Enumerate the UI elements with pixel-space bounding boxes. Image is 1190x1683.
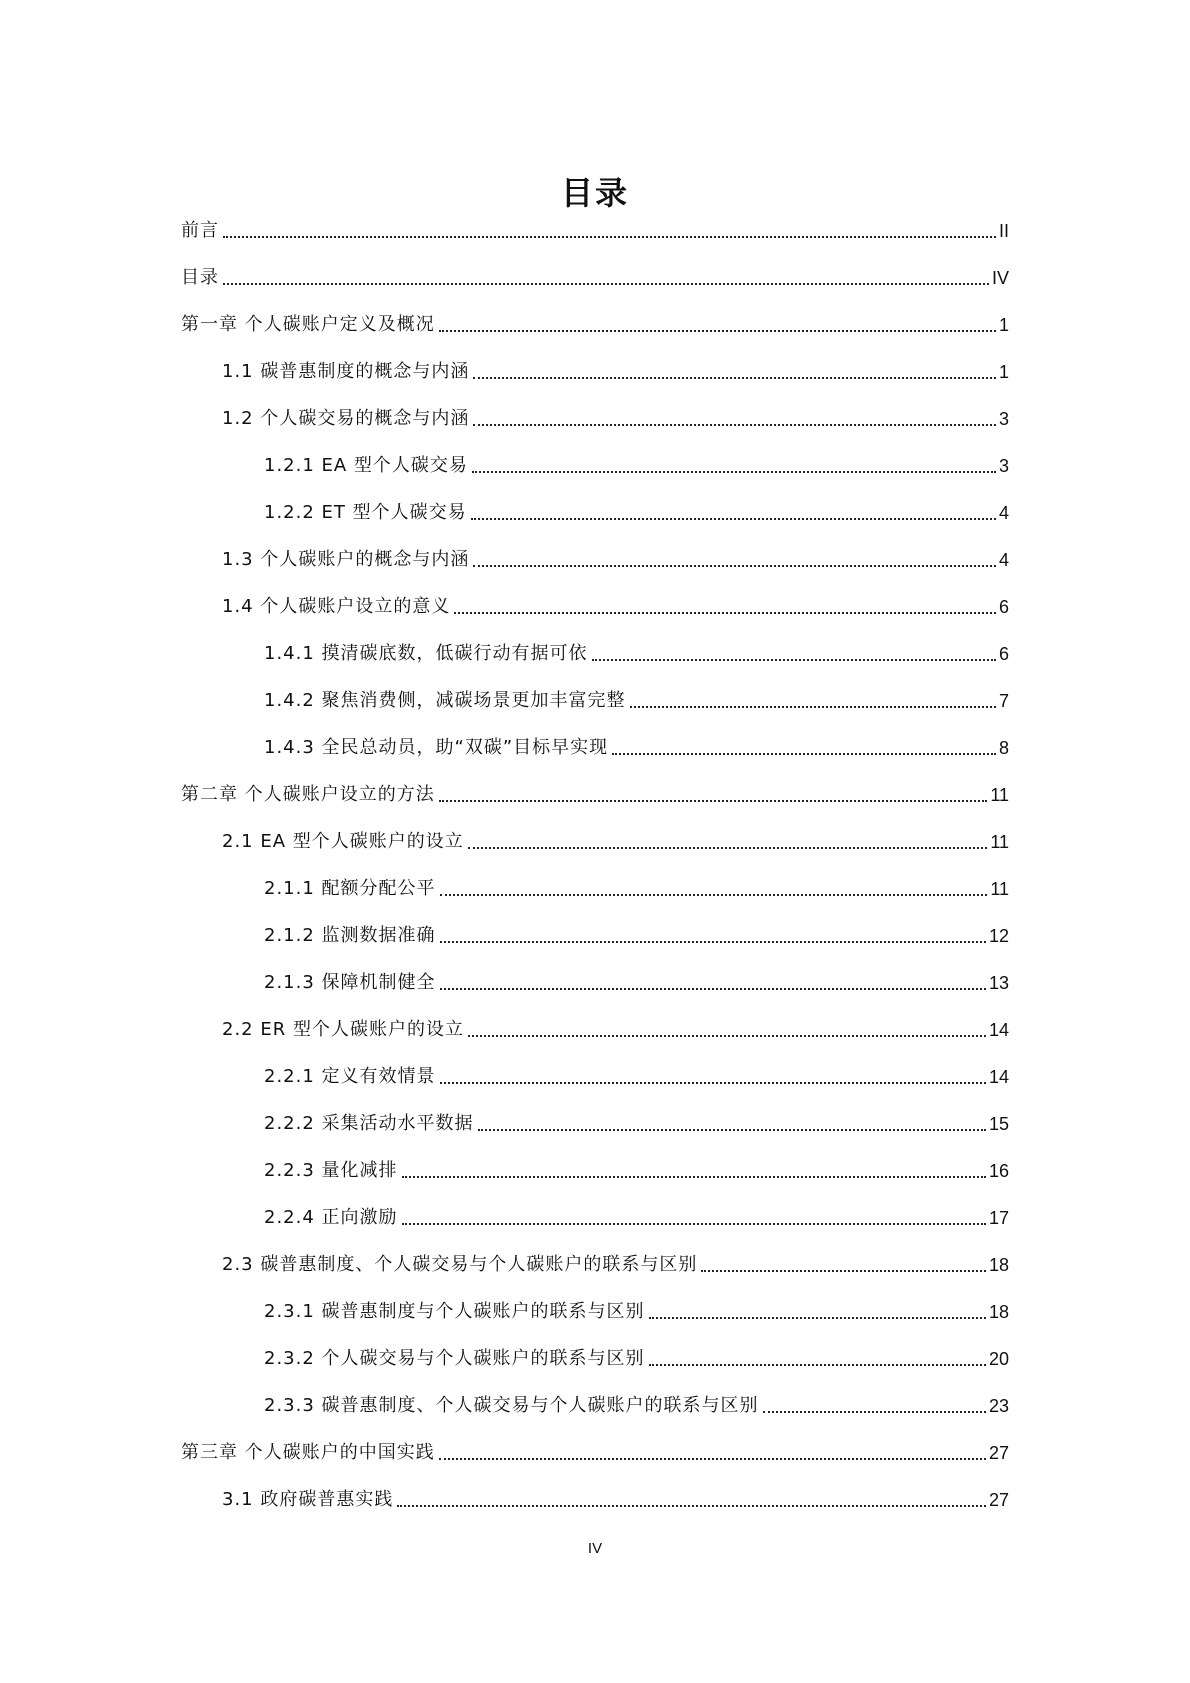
toc-entry[interactable] — [181, 1006, 1009, 1053]
toc-entry-label: 1.1 碳普惠制度的概念与内涵 — [222, 361, 470, 382]
toc-entry-page: 11 — [990, 832, 1009, 852]
toc-entry-page: II — [998, 221, 1009, 241]
toc-entry-label: 1.2.1 EA 型个人碳交易 — [264, 455, 468, 476]
toc-entry-label: 前言 — [181, 220, 219, 241]
toc-entry-label: 2.1.3 保障机制健全 — [264, 972, 436, 993]
toc-entry[interactable] — [181, 724, 1009, 771]
toc-entry[interactable] — [181, 348, 1009, 395]
toc-entry-page: 11 — [990, 785, 1009, 805]
toc-entry-page: 20 — [988, 1349, 1009, 1369]
toc-entry-label: 2.1 EA 型个人碳账户的设立 — [222, 831, 464, 852]
toc-dot-leader — [454, 612, 996, 614]
toc-entry-page: 18 — [988, 1255, 1009, 1275]
toc-entry[interactable] — [181, 1100, 1009, 1147]
toc-dot-leader — [439, 1458, 986, 1460]
toc-entry[interactable] — [181, 207, 1009, 254]
toc-entry-label: 1.3 个人碳账户的概念与内涵 — [222, 549, 470, 570]
toc-entry-label: 1.2.2 ET 型个人碳交易 — [264, 502, 467, 523]
toc-entry[interactable] — [181, 489, 1009, 536]
toc-dot-leader — [440, 941, 986, 943]
toc-entry-label: 目录 — [181, 267, 219, 288]
toc-entry-page: 17 — [988, 1208, 1009, 1228]
toc-entry-label: 1.4.2 聚焦消费侧，减碳场景更加丰富完整 — [264, 690, 626, 711]
toc-entry[interactable] — [181, 395, 1009, 442]
toc-dot-leader — [649, 1317, 986, 1319]
toc-entry-page: 4 — [998, 550, 1009, 570]
toc-entry[interactable] — [181, 254, 1009, 301]
toc-entry-label: 3.1 政府碳普惠实践 — [222, 1489, 394, 1510]
toc-dot-leader — [402, 1176, 986, 1178]
toc-dot-leader — [473, 565, 996, 567]
page-number-footer: IV — [587, 1540, 603, 1557]
toc-entry-page: 12 — [988, 926, 1009, 946]
toc-entry[interactable] — [181, 583, 1009, 630]
toc-entry[interactable] — [181, 1429, 1009, 1476]
toc-dot-leader — [223, 283, 989, 285]
toc-entry[interactable] — [181, 630, 1009, 677]
toc-dot-leader — [592, 659, 996, 661]
toc-dot-leader — [440, 894, 988, 896]
toc-entry-label: 第一章 个人碳账户定义及概况 — [181, 314, 435, 335]
toc-entry-page: 6 — [998, 597, 1009, 617]
toc-entry[interactable] — [181, 1147, 1009, 1194]
toc-entry-label: 2.2.1 定义有效情景 — [264, 1066, 436, 1087]
toc-entry-page: 6 — [998, 644, 1009, 664]
toc-entry-page: 3 — [998, 456, 1009, 476]
toc-dot-leader — [223, 236, 996, 238]
toc-entry-label: 2.1.2 监测数据准确 — [264, 925, 436, 946]
toc-entry-page: 27 — [988, 1443, 1009, 1463]
toc-dot-leader — [397, 1505, 986, 1507]
toc-entry-label: 2.1.1 配额分配公平 — [264, 878, 436, 899]
toc-entry-label: 2.2.3 量化减排 — [264, 1160, 398, 1181]
toc-dot-leader — [468, 847, 988, 849]
toc-entry[interactable] — [181, 818, 1009, 865]
toc-dot-leader — [612, 753, 996, 755]
toc-entry[interactable] — [181, 1288, 1009, 1335]
toc-entry-label: 2.3 碳普惠制度、个人碳交易与个人碳账户的联系与区别 — [222, 1254, 698, 1275]
toc-dot-leader — [440, 988, 986, 990]
toc-entry-page: 1 — [998, 315, 1009, 335]
toc-dot-leader — [471, 518, 996, 520]
toc-dot-leader — [701, 1270, 986, 1272]
toc-entry-label: 1.4.1 摸清碳底数，低碳行动有据可依 — [264, 643, 588, 664]
toc-entry-page: IV — [991, 268, 1009, 288]
toc-entry-page: 14 — [988, 1067, 1009, 1087]
toc-entry-page: 11 — [990, 879, 1009, 899]
toc-entry-label: 2.3.3 碳普惠制度、个人碳交易与个人碳账户的联系与区别 — [264, 1395, 759, 1416]
toc-entry-page: 14 — [988, 1020, 1009, 1040]
toc-entry-label: 2.2.4 正向激励 — [264, 1207, 398, 1228]
toc-dot-leader — [630, 706, 996, 708]
toc-entry-page: 15 — [988, 1114, 1009, 1134]
toc-entry[interactable] — [181, 1053, 1009, 1100]
toc-entry-label: 2.3.1 碳普惠制度与个人碳账户的联系与区别 — [264, 1301, 645, 1322]
toc-entry-label: 2.2 ER 型个人碳账户的设立 — [222, 1019, 464, 1040]
toc-entry[interactable] — [181, 301, 1009, 348]
toc-entry-label: 1.4.3 全民总动员，助“双碳”目标早实现 — [264, 737, 609, 758]
toc-dot-leader — [763, 1411, 986, 1413]
page-title: 目录 — [560, 174, 629, 213]
toc-entry-label: 2.3.2 个人碳交易与个人碳账户的联系与区别 — [264, 1348, 645, 1369]
toc-dot-leader — [472, 471, 996, 473]
toc-entry-page: 27 — [988, 1490, 1009, 1510]
toc-entry[interactable] — [181, 865, 1009, 912]
toc-dot-leader — [468, 1035, 986, 1037]
toc-entry-label: 2.2.2 采集活动水平数据 — [264, 1113, 474, 1134]
toc-dot-leader — [649, 1364, 986, 1366]
toc-dot-leader — [478, 1129, 986, 1131]
toc-dot-leader — [440, 1082, 986, 1084]
toc-entry[interactable] — [181, 677, 1009, 724]
toc-dot-leader — [439, 800, 988, 802]
toc-entry[interactable] — [181, 536, 1009, 583]
toc-entry-label: 1.2 个人碳交易的概念与内涵 — [222, 408, 470, 429]
toc-entry[interactable] — [181, 1241, 1009, 1288]
toc-dot-leader — [439, 330, 996, 332]
toc-entry-page: 1 — [998, 362, 1009, 382]
toc-entry-label: 第二章 个人碳账户设立的方法 — [181, 784, 435, 805]
toc-entry-page: 16 — [988, 1161, 1009, 1181]
toc-entry-page: 8 — [998, 738, 1009, 758]
toc-dot-leader — [473, 377, 996, 379]
toc-dot-leader — [473, 424, 996, 426]
toc-entry[interactable] — [181, 442, 1009, 489]
toc-entry[interactable] — [181, 1476, 1009, 1523]
toc-entry-page: 18 — [988, 1302, 1009, 1322]
toc-entry-page: 4 — [998, 503, 1009, 523]
toc-entry-page: 3 — [998, 409, 1009, 429]
toc-entry-label: 第三章 个人碳账户的中国实践 — [181, 1442, 435, 1463]
toc-entry-page: 13 — [988, 973, 1009, 993]
toc-entry[interactable] — [181, 912, 1009, 959]
toc-entry[interactable] — [181, 1194, 1009, 1241]
toc-entry[interactable] — [181, 959, 1009, 1006]
toc-dot-leader — [402, 1223, 986, 1225]
toc-entry[interactable] — [181, 1335, 1009, 1382]
toc-entry[interactable] — [181, 771, 1009, 818]
table-of-contents — [181, 207, 1009, 1523]
toc-entry-page: 7 — [998, 691, 1009, 711]
toc-entry-page: 23 — [988, 1396, 1009, 1416]
toc-entry-label: 1.4 个人碳账户设立的意义 — [222, 596, 451, 617]
toc-entry[interactable] — [181, 1382, 1009, 1429]
